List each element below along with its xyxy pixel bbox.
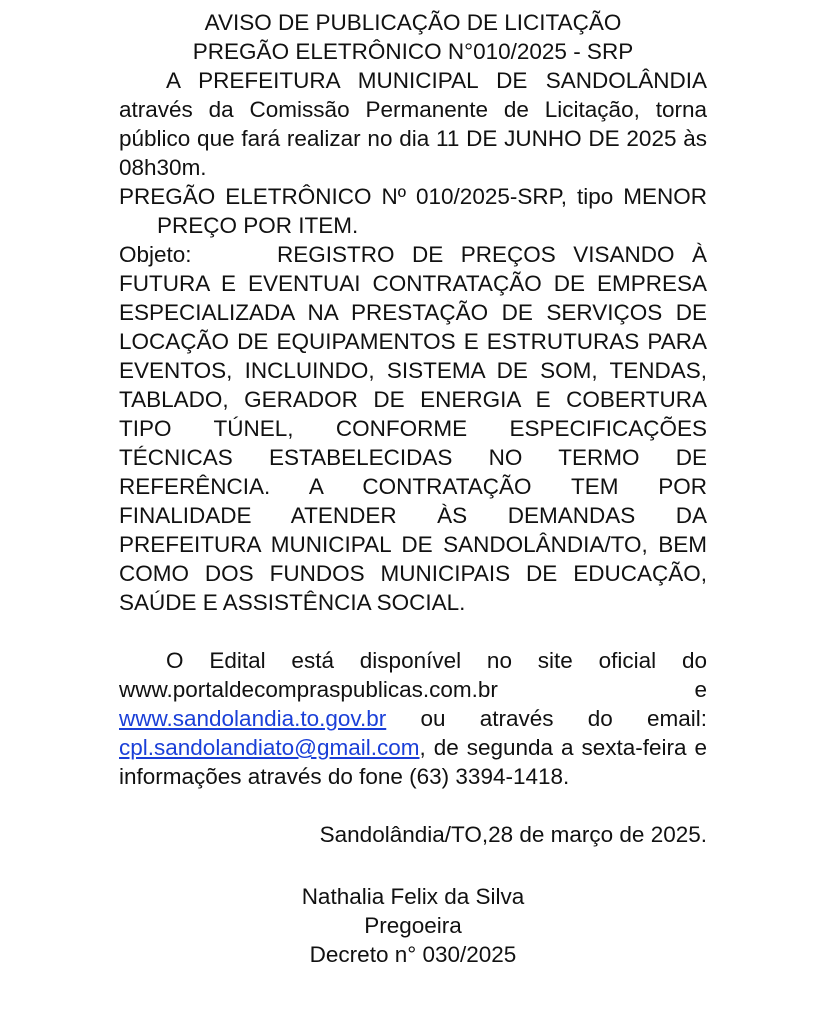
objeto-label: Objeto: [119,242,192,267]
notice-document [119,8,707,849]
edital-text-3: , de segunda a sexta-feira e informações através do fone (63) 3394-1418. [119,735,707,789]
portal-site-text: www.portaldecompraspublicas.com.br [119,677,498,702]
edital-text-2: ou através do email: [420,706,707,731]
objeto-text: REGISTRO DE PREÇOS VISANDO À FUTURA E EVENTUAI CONTRATAÇÃO DE EMPRESA ESPECIALIZADA NA PRESTAÇÃO DE SERVIÇOS DE LOCAÇÃO DE EQUIPAMENTOS E ESTRUTURAS PARA EVENTOS, INCLUINDO, SISTEMA DE SOM, TENDAS, TABLADO, GERADOR DE ENERGIA E COBERTURA TIPO TÚNEL, CONFORME ESPECIFICAÇÕES TÉCNICAS ESTABELECIDAS NO TERMO DE REFERÊNCIA. A CONTRATAÇÃO TEM POR FINALIDADE ATENDER ÀS DEMANDAS DA PREFEITURA MUNICIPAL DE SANDOLÂNDIA/TO, BEM COMO DOS FUNDOS MUNICIPAIS DE EDUCAÇÃO, SAÚDE E ASSISTÊNCIA SOCIAL. [119,242,707,615]
intro-paragraph: A PREFEITURA MUNICIPAL DE SANDOLÂNDIA através da Comissão Permanente de Licitação, torna público que fará realizar no dia 11 DE JUNHO DE 2025 às 08h30m. [119,68,707,180]
signer-name: Nathalia Felix da Silva [301,884,525,909]
city-site-link[interactable]: www.sandolandia.to.gov.br [119,706,387,731]
notice-subtitle: PREGÃO ELETRÔNICO N°010/2025 - SRP [192,39,634,64]
notice-header [119,8,707,66]
edital-conjunction: e [694,677,707,702]
signer-decree: Decreto n° 030/2025 [309,942,517,967]
objeto-paragraph [119,240,707,617]
edital-text-1: O Edital está disponível no site oficial do [166,648,707,673]
place-date: Sandolândia/TO,28 de março de 2025. [319,822,707,847]
signer-role: Pregoeira [364,913,462,938]
notice-title: AVISO DE PUBLICAÇÃO DE LICITAÇÃO [204,10,622,35]
edital-paragraph [119,646,707,791]
email-link[interactable]: cpl.sandolandiato@gmail.com [119,735,420,760]
signature-block [260,882,566,969]
pregao-paragraph: PREGÃO ELETRÔNICO Nº 010/2025-SRP, tipo MENOR PREÇO POR ITEM. [119,184,707,238]
